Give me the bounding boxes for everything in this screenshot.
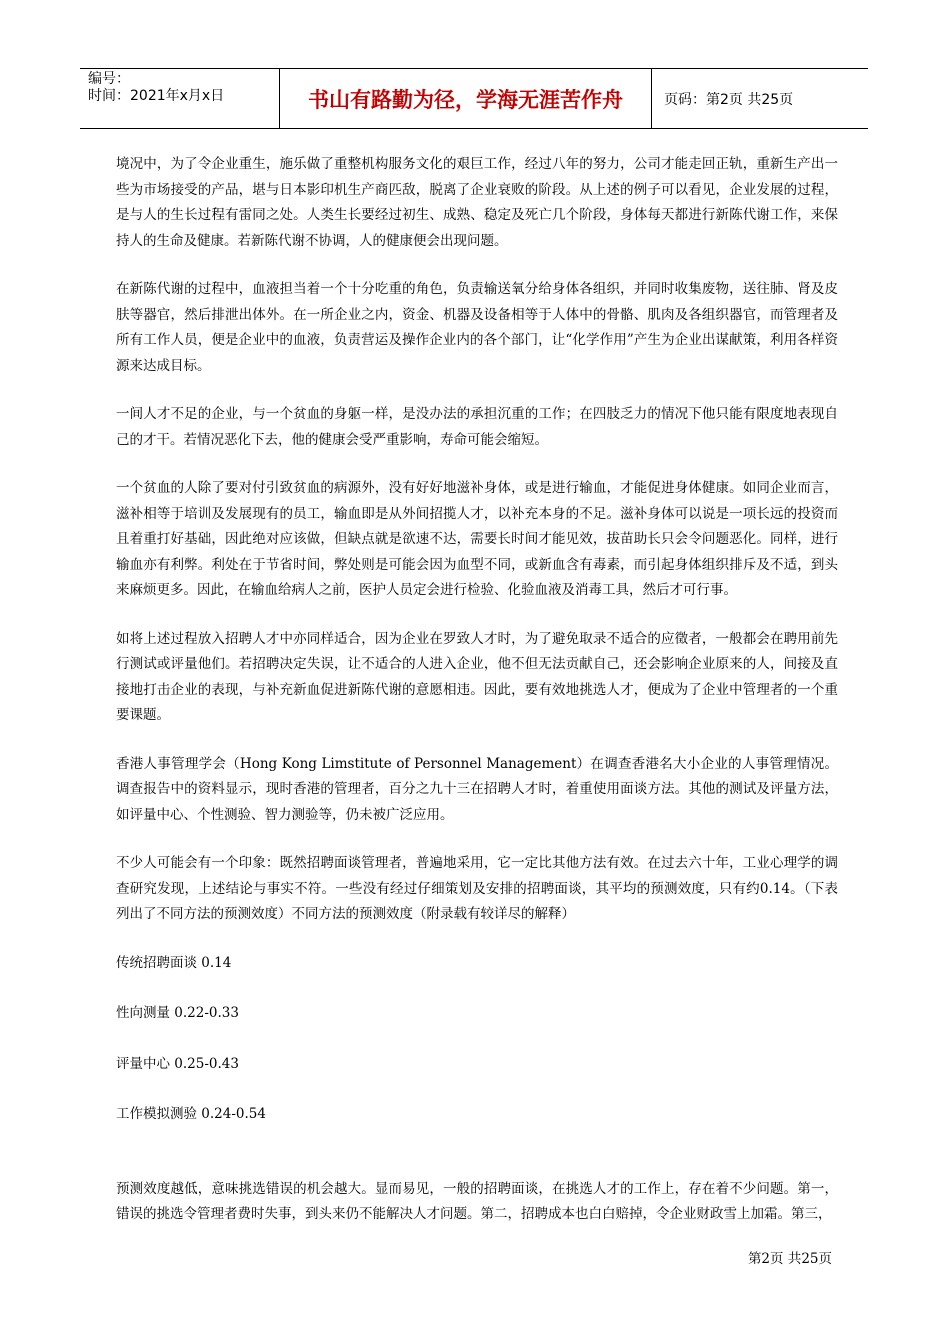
validity-item: 性向测量 0.22-0.33: [116, 1005, 239, 1021]
paragraph: 在新陈代谢的过程中，血液担当着一个十分吃重的角色，负责输送氧分给身体各组织，并同时收集废物，送往肺、肾及皮肤等器官，然后排泄出体外。在一所企业之内，资金、机器及设备相等于人体中的骨骼、肌肉及各组织器官，而管理者及所有工作人员，便是企业中的血液，负责营运及操作企业内的各个部门，让“化学作用”产生为企业出谋献策，利用各样资源来达成目标。: [116, 281, 838, 374]
serial-label: 编号：: [88, 71, 130, 87]
paragraph: 一个贫血的人除了要对付引致贫血的病源外，没有好好地滋补身体，或是进行输血，才能促进身体健康。如同企业而言，滋补相等于培训及发展现有的员工，输血即是从外间招揽人才，以补充本身的不足。滋补身体可以说是一项长远的投资而且着重打好基础，因此绝对应该做，但缺点就是欲速不达，需要长时间才能见效，拔苗助长只会令问题恶化。同样，进行输血亦有利弊。利处在于节省时间，弊处则是可能会因为血型不同，或新血含有毒素，而引起身体组织排斥及不适，到头来麻烦更多。因此，在输血给病人之前，医护人员定会进行检验、化验血液及消毒工具，然后才可行事。: [116, 480, 838, 598]
header-page-code: 页码：第2页 共25页: [664, 91, 794, 108]
date-label: 时间：2021年x月x日: [88, 88, 225, 104]
paragraph: 不少人可能会有一个印象：既然招聘面谈管理者，普遍地采用，它一定比其他方法有效。在过去六十年，工业心理学的调查研究发现，上述结论与事实不符。一些没有经过仔细策划及安排的招聘面谈，其平均的预测效度，只有约0.14。（下表列出了不同方法的预测效度）不同方法的预测效度（附录载有较详尽的解释）: [116, 855, 838, 922]
header-motto: 书山有路勤为径，学海无涯苦作舟: [280, 69, 652, 128]
validity-item: 评量中心 0.25-0.43: [116, 1055, 239, 1072]
paragraph: 境况中，为了令企业重生，施乐做了重整机构服务文化的艰巨工作，经过八年的努力，公司才能走回正轨，重新生产出一些为市场接受的产品，堪与日本影印机生产商匹敌，脱离了企业衰败的阶段。从上述的例子可以看见，企业发展的过程，是与人的生长过程有雷同之处。人类生长要经过初生、成熟、稳定及死亡几个阶段，身体每天都进行新陈代谢工作，来保持人的生命及健康。若新陈代谢不协调，人的健康便会出现问题。: [116, 156, 838, 249]
validity-item: 工作模拟测验 0.24-0.54: [116, 1106, 266, 1122]
paragraph: 如将上述过程放入招聘人才中亦同样适合，因为企业在罗致人才时，为了避免取录不适合的应徵者，一般都会在聘用前先行测试或评量他们。若招聘决定失误，让不适合的人进入企业，他不但无法贡献自己，还会影响企业原来的人，间接及直接地打击企业的表现，与补充新血促进新陈代谢的意愿相违。因此，要有效地挑选人才，便成为了企业中管理者的一个重要课题。: [116, 630, 838, 723]
closing-paragraph: 预测效度越低，意味挑选错误的机会越大。显而易见，一般的招聘面谈，在挑选人才的工作上，存在着不少问题。第一，错误的挑选令管理者费时失事，到头来仍不能解决人才问题。第二，招聘成本也白白赔掉，令企业财政雪上加霜。第三，: [116, 1180, 838, 1222]
header-meta: [80, 69, 280, 128]
validity-item: 传统招聘面谈 0.14: [116, 954, 232, 971]
page-header: [80, 68, 868, 129]
page-footer: 第2页 共25页: [747, 1251, 832, 1267]
document-body: [116, 152, 838, 1251]
paragraph: 香港人事管理学会（Hong Kong Limstitute of Personnel Management）在调查香港名大小企业的人事管理情况。调查报告中的资料显示，现时香港的管理者，百分之九十三在招聘人才时，着重使用面谈方法。其他的测试及评量方法，如评量中心、个性测验、智力测验等，仍未被广泛应用。: [116, 755, 838, 823]
paragraph: 一间人才不足的企业，与一个贫血的身躯一样，是没办法的承担沉重的工作；在四肢乏力的情况下他只能有限度地表现自己的才干。若情况恶化下去，他的健康会受严重影响，寿命可能会缩短。: [116, 406, 838, 448]
